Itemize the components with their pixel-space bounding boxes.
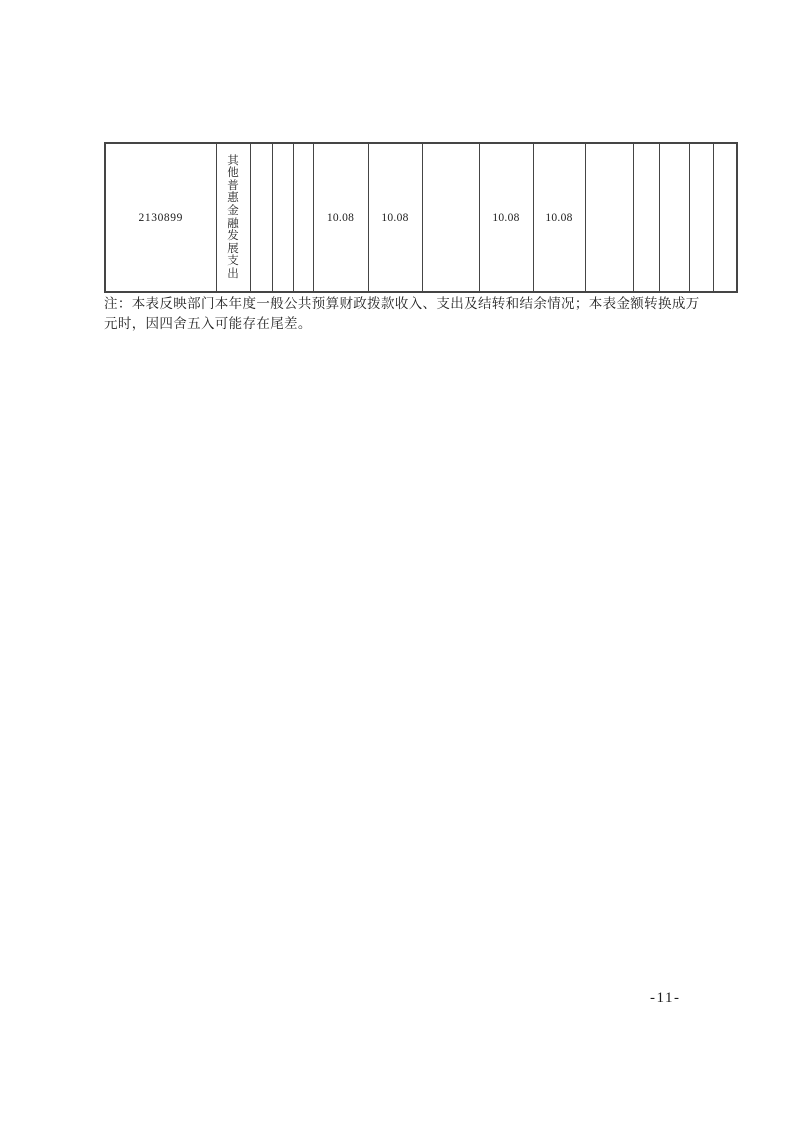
- table-cell: [250, 143, 272, 292]
- table-cell: [659, 143, 689, 292]
- table-cell: [633, 143, 659, 292]
- table-cell: 10.08: [479, 143, 533, 292]
- function-code: 2130899: [138, 211, 183, 224]
- table-cell: [293, 143, 313, 292]
- table-cell: 10.08: [313, 143, 368, 292]
- function-name-vertical-text: 其他普惠金融发展支出: [227, 154, 239, 280]
- function-code-cell: [105, 143, 216, 292]
- budget-table: [104, 142, 738, 293]
- function-name-cell: [216, 143, 250, 292]
- note-text: 注：本表反映部门本年度一般公共预算财政拨款收入、支出及结转和结余情况；本表金额转换成万元时，因四舍五入可能存在尾差。: [104, 296, 700, 331]
- table-cell: [713, 143, 737, 292]
- table-cell: [689, 143, 713, 292]
- table-cell: [272, 143, 293, 292]
- table-cell: [585, 143, 633, 292]
- page-number: -11-: [650, 990, 681, 1006]
- table-row: [105, 143, 737, 292]
- table-cell: 10.08: [533, 143, 585, 292]
- table-cell: 10.08: [368, 143, 422, 292]
- table-cell: [422, 143, 479, 292]
